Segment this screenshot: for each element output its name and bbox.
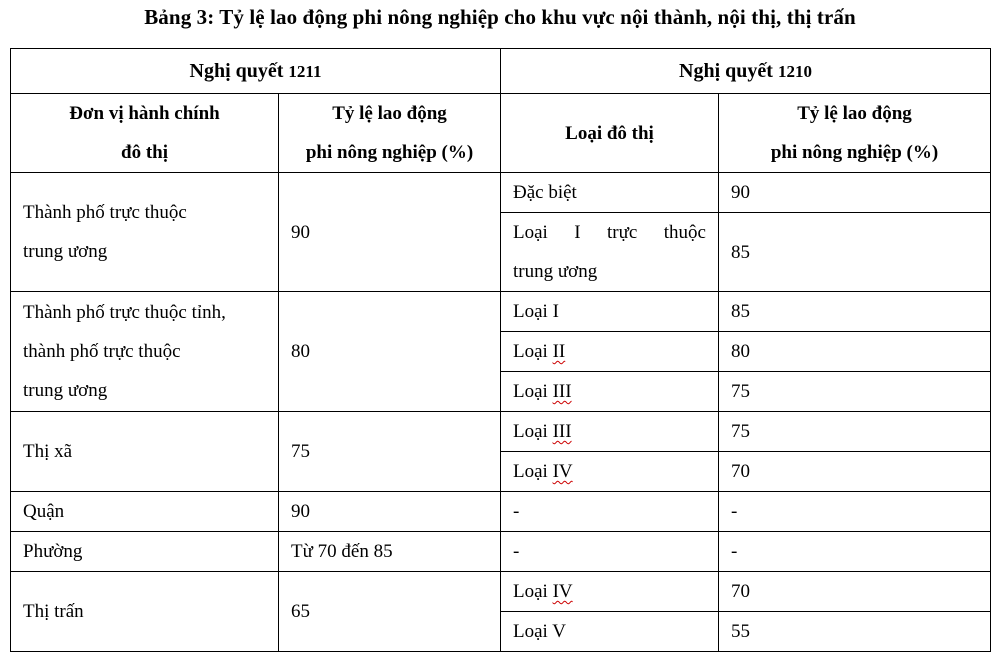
unit-cell: Phường [11,532,279,572]
type-cell: Loại V [501,612,719,652]
rate-cell: Từ 70 đến 85 [279,532,501,572]
type-cell: Loại I [501,292,719,332]
type-cell: Loại III [501,412,719,452]
rate-cell: 65 [279,572,501,652]
rate-cell: 55 [719,612,991,652]
comparison-table [10,48,991,652]
rate-cell: 90 [279,173,501,292]
header-resolution-1211: Nghị quyết 1211 [11,49,501,94]
col-header-urban-type: Loại đô thị [501,94,719,173]
rate-cell: 90 [719,173,991,213]
rate-cell: 85 [719,292,991,332]
type-cell: Loại I trực thuộc trung ương [501,213,719,292]
col-header-rate-1210: Tỷ lệ lao động phi nông nghiệp (%) [719,94,991,173]
table-title: Bảng 3: Tỷ lệ lao động phi nông nghiệp cho khu vực nội thành, nội thị, thị trấn [144,5,856,29]
col-header-admin-unit: Đơn vị hành chính đô thị [11,94,279,173]
rate-cell: 75 [719,372,991,412]
col-header-rate-1211: Tỷ lệ lao động phi nông nghiệp (%) [279,94,501,173]
unit-cell: Thị xã [11,412,279,492]
type-cell: Loại IV [501,572,719,612]
type-cell: Loại III [501,372,719,412]
type-cell: Đặc biệt [501,173,719,213]
type-cell: - [501,492,719,532]
type-cell: Loại II [501,332,719,372]
rate-cell: 80 [719,332,991,372]
unit-cell: Quận [11,492,279,532]
unit-cell: Thị trấn [11,572,279,652]
rate-cell: 75 [719,412,991,452]
rate-cell: 90 [279,492,501,532]
rate-cell: 70 [719,452,991,492]
rate-cell: 85 [719,213,991,292]
rate-cell: 70 [719,572,991,612]
header-resolution-1210: Nghị quyết 1210 [501,49,991,94]
rate-cell: - [719,492,991,532]
type-cell: Loại IV [501,452,719,492]
type-cell: - [501,532,719,572]
rate-cell: - [719,532,991,572]
unit-cell: Thành phố trực thuộc trung ương [11,173,279,292]
unit-cell: Thành phố trực thuộc tỉnh, thành phố trực thuộc trung ương [11,292,279,412]
rate-cell: 75 [279,412,501,492]
rate-cell: 80 [279,292,501,412]
